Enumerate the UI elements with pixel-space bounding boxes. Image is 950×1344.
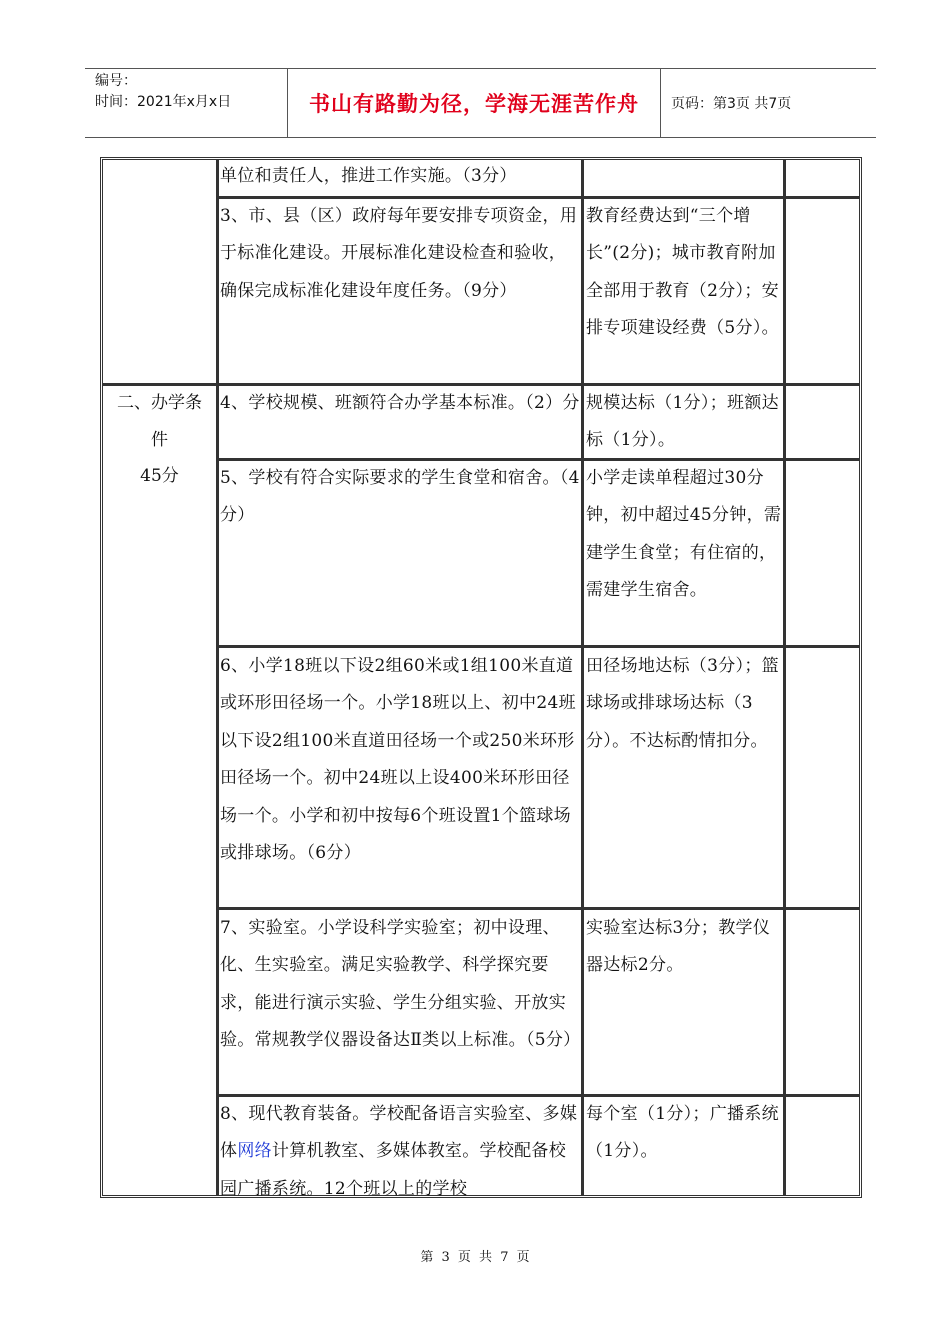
header-page-info: 页码：第3页 共7页 (671, 96, 792, 112)
page-footer: 第 3 页 共 7 页 (420, 1250, 530, 1265)
requirement-text: 8、现代教育装备。学校配备语言实验室、多媒体 (220, 1104, 578, 1162)
category-label-line2: 件 (151, 430, 168, 450)
standard-cell: 教育经费达到“三个增长”(2分)；城市教育附加全部用于教育（2分）；安排专项建设经费（5分）。 (586, 206, 779, 339)
requirement-cell: 6、小学18班以下设2组60米或1组100米直道或环形田径场一个。小学18班以上、初中24班以下设2组100米直道田径场一个或250米环形田径场一个。初中24班以上设400米环形田径场一个。小学和初中按每6个班设置1个篮球场或排球场。（6分） (220, 656, 576, 864)
standard-cell: 小学走读单程超过30分钟，初中超过45分钟，需建学生食堂；有住宿的，需建学生宿舍。 (586, 468, 782, 601)
requirement-cell: 3、市、县（区）政府每年要安排专项资金，用于标准化建设。开展标准化建设检查和验收，确保完成标准化建设年度任务。（9分） (220, 206, 578, 301)
requirement-cell: 单位和责任人，推进工作实施。（3分） (220, 166, 517, 186)
requirement-cell (220, 1096, 582, 1208)
standards-table (100, 157, 862, 1198)
requirement-cell: 7、实验室。小学设科学实验室；初中设理、化、生实验室。满足实验教学、科学探究要求，能进行演示实验、学生分组实验、开放实验。常规教学仪器设备达Ⅱ类以上标准。（5分） (220, 918, 581, 1051)
standard-cell: 田径场地达标（3分）；篮球场或排球场达标（3分）。不达标酌情扣分。 (586, 656, 779, 751)
serial-label: 编号： (95, 73, 137, 89)
requirement-cell: 4、学校规模、班额符合办学基本标准。（2）分 (220, 393, 580, 413)
category-score: 45分 (140, 466, 179, 486)
requirement-text: 计算机教室、多媒体教室。学校配备校园广播系统。12个班以上的学校 (220, 1141, 567, 1199)
page-header (85, 68, 876, 138)
requirement-cell: 5、学校有符合实际要求的学生食堂和宿舍。（4分） (220, 468, 580, 526)
standard-cell: 实验室达标3分；教学仪器达标2分。 (586, 918, 771, 976)
time-label: 时间：2021年x月x日 (95, 94, 232, 110)
standard-cell: 规模达标（1分）；班额达标（1分）。 (586, 393, 779, 451)
col-divider-3 (783, 160, 786, 1195)
col-divider-1 (216, 160, 219, 1195)
standard-cell: 每个室（1分）；广播系统（1分）。 (586, 1104, 779, 1162)
network-link[interactable]: 网络 (237, 1141, 272, 1162)
header-motto: 书山有路勤为径，学海无涯苦作舟 (288, 69, 661, 137)
category-label-line1: 二、办学条 (117, 393, 202, 413)
header-meta (85, 69, 288, 137)
